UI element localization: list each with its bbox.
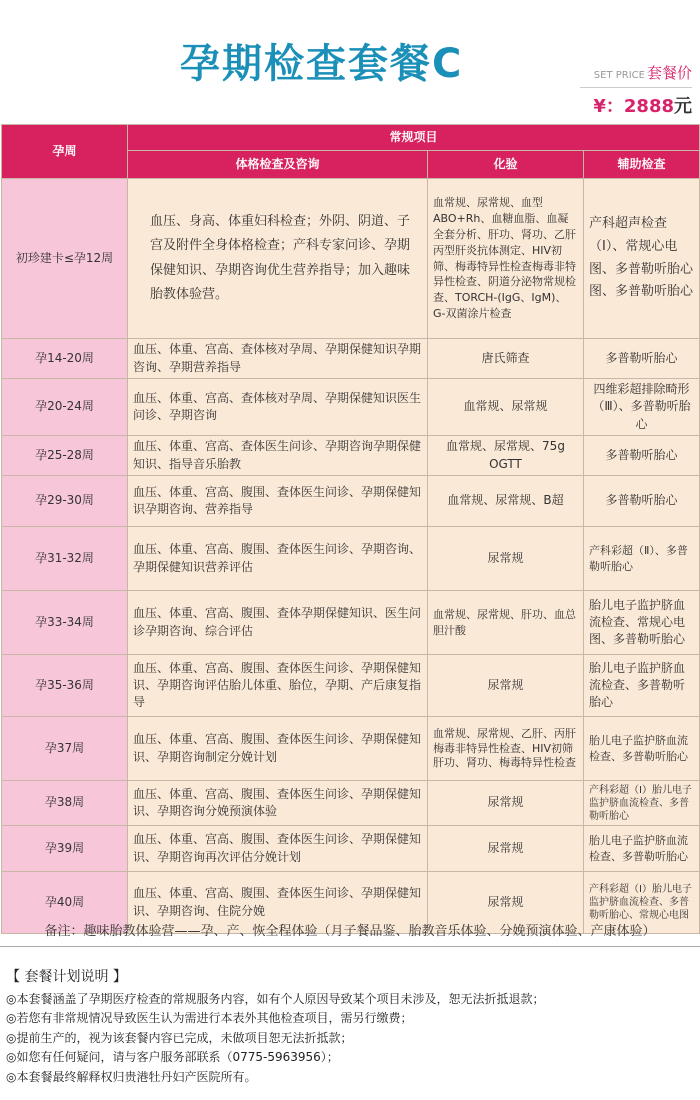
- price-box: [580, 62, 692, 118]
- table-row: [2, 781, 700, 826]
- page-title: 孕期检查套餐C: [180, 41, 464, 87]
- footnote: 备注：趣味胎教体验营——孕、产、恢全程体验（月子餐品鉴、胎教音乐体验、分娩预演体验、产康体验）: [44, 924, 656, 939]
- lab-cell: 尿常规: [428, 872, 584, 934]
- exam-cell: 血压、体重、宫高、腹围、查体医生问诊、孕期保健知识、孕期咨询评估胎儿体重、胎位，孕期、产后康复指导: [128, 655, 428, 717]
- exam-cell: 血压、体重、宫高、查体核对孕周、孕期保健知识医生问诊、孕期咨询: [128, 379, 428, 436]
- exam-cell: 血压、体重、宫高、腹围、查体孕期保健知识、医生问诊孕期咨询、综合评估: [128, 591, 428, 655]
- week-cell: 孕37周: [2, 717, 128, 781]
- week-cell: 孕35-36周: [2, 655, 128, 717]
- table-row: [2, 717, 700, 781]
- table-row: [2, 436, 700, 476]
- exam-cell: 血压、体重、宫高、腹围、查体医生问诊、孕期咨询、孕期保健知识营养评估: [128, 527, 428, 591]
- table-row: [2, 591, 700, 655]
- exam-table: [1, 124, 700, 934]
- week-cell: 孕20-24周: [2, 379, 128, 436]
- lab-cell: 血常规、尿常规、75g OGTT: [428, 436, 584, 476]
- divider: [0, 946, 700, 947]
- price-divider: [580, 87, 692, 88]
- table-row: [2, 527, 700, 591]
- lab-cell: 血常规、尿常规、B超: [428, 476, 584, 527]
- aux-cell: 多普勒听胎心: [584, 436, 700, 476]
- aux-cell: 产科超声检查（Ⅰ）、常规心电图、多普勒听胎心图、多普勒听胎心: [584, 179, 700, 339]
- price-unit: 元: [674, 96, 692, 117]
- aux-cell: 四维彩超排除畸形（Ⅲ）、多普勒听胎心: [584, 379, 700, 436]
- price-value: [580, 92, 692, 118]
- price-label: [580, 62, 692, 83]
- aux-cell: 产科彩超（Ⅰ）胎儿电子监护脐血流检查、多普勒听胎心: [584, 781, 700, 826]
- plan-item: ◎提前生产的，视为该套餐内容已完成，未做项目恕无法折抵款；: [6, 1030, 353, 1045]
- lab-cell: 尿常规: [428, 655, 584, 717]
- exam-cell: 血压、体重、宫高、腹围、查体医生问诊、孕期保健知识、孕期咨询分娩预演体验: [128, 781, 428, 826]
- week-cell: 孕14-20周: [2, 339, 128, 379]
- table-row: [2, 476, 700, 527]
- aux-cell: 胎儿电子监护脐血流检查、多普勒听胎心: [584, 826, 700, 872]
- aux-cell: 产科彩超（Ⅱ）、多普勒听胎心: [584, 527, 700, 591]
- header-exam: 体格检查及咨询: [128, 151, 428, 179]
- exam-cell: 血压、体重、宫高、腹围、查体医生问诊、孕期保健知识、孕期咨询、住院分娩: [128, 872, 428, 934]
- week-cell: 孕25-28周: [2, 436, 128, 476]
- price-symbol: ¥：: [593, 96, 624, 117]
- exam-cell: 血压、体重、宫高、腹围、查体医生问诊、孕期保健知识孕期咨询、营养指导: [128, 476, 428, 527]
- lab-cell: 血常规、尿常规、肝功、血总胆汁酸: [428, 591, 584, 655]
- aux-cell: 胎儿电子监护脐血流检查、常规心电图、多普勒听胎心: [584, 591, 700, 655]
- week-cell: 孕31-32周: [2, 527, 128, 591]
- header-group: 常规项目: [128, 125, 700, 151]
- aux-cell: 产科彩超（Ⅰ）胎儿电子监护脐血流检查、多普勒听胎心、常规心电图: [584, 872, 700, 934]
- plan-section: [6, 968, 544, 1087]
- week-cell: 孕33-34周: [2, 591, 128, 655]
- table-row: [2, 826, 700, 872]
- aux-cell: 胎儿电子监护脐血流检查、多普勒听胎心: [584, 717, 700, 781]
- week-cell: 孕40周: [2, 872, 128, 934]
- aux-cell: 多普勒听胎心: [584, 476, 700, 527]
- exam-cell: 血压、体重、宫高、查体医生问诊、孕期咨询孕期保健知识、指导音乐胎教: [128, 436, 428, 476]
- header-lab: 化验: [428, 151, 584, 179]
- lab-cell: 血常规、尿常规: [428, 379, 584, 436]
- lab-cell: 尿常规: [428, 527, 584, 591]
- lab-cell: 血常规、尿常规、乙肝、丙肝梅毒非特异性检查、HIV初筛肝功、肾功、梅毒特异性检查: [428, 717, 584, 781]
- price-label-en: SET PRICE: [593, 70, 645, 81]
- plan-item: ◎若您有非常规情况导致医生认为需进行本表外其他检查项目，需另行缴费；: [6, 1011, 413, 1025]
- table-row: [2, 179, 700, 339]
- price-label-cn: 套餐价: [646, 64, 692, 82]
- aux-cell: 多普勒听胎心: [584, 339, 700, 379]
- plan-item: ◎如您有任何疑问，请与客户服务部联系（0775-5963956）；: [6, 1050, 339, 1064]
- week-cell: 孕39周: [2, 826, 128, 872]
- plan-item: ◎本套餐涵盖了孕期医疗检查的常规服务内容，如有个人原因导致某个项目未涉及，恕无法折抵退款；: [6, 991, 545, 1006]
- exam-cell: 血压、身高、体重妇科检查；外阴、阴道、子宫及附件全身体格检查；产科专家问诊、孕期保健知识、孕期咨询优生营养指导；加入趣味胎教体验营。: [128, 179, 428, 339]
- table-row: [2, 339, 700, 379]
- lab-cell: 尿常规: [428, 826, 584, 872]
- week-cell: 孕29-30周: [2, 476, 128, 527]
- lab-cell: 唐氏筛查: [428, 339, 584, 379]
- lab-cell: 血常规、尿常规、血型ABO+Rh、血糖血脂、血凝全套分析、肝功、肾功、乙肝丙型肝炎抗体测定、HIV初筛、梅毒特异性检查梅毒非特异性检查、阴道分泌物常规检查、TORCH-(IgG、IgM)、G-双菌涂片检查: [428, 179, 584, 339]
- lab-cell: 尿常规: [428, 781, 584, 826]
- exam-cell: 血压、体重、宫高、腹围、查体医生问诊、孕期保健知识、孕期咨询再次评估分娩计划: [128, 826, 428, 872]
- price-amount: 2888: [623, 96, 674, 117]
- plan-item: ◎本套餐最终解释权归贵港牡丹妇产医院所有。: [6, 1069, 257, 1084]
- week-cell: 初珍建卡≤孕12周: [2, 179, 128, 339]
- plan-heading: 【 套餐计划说明 】: [6, 969, 127, 985]
- exam-cell: 血压、体重、宫高、腹围、查体医生问诊、孕期保健知识、孕期咨询制定分娩计划: [128, 717, 428, 781]
- exam-cell: 血压、体重、宫高、查体核对孕周、孕期保健知识孕期咨询、孕期营养指导: [128, 339, 428, 379]
- header-week: 孕周: [2, 125, 128, 179]
- table-row: [2, 379, 700, 436]
- week-cell: 孕38周: [2, 781, 128, 826]
- aux-cell: 胎儿电子监护脐血流检查、多普勒听胎心: [584, 655, 700, 717]
- table-row: [2, 655, 700, 717]
- header-aux: 辅助检查: [584, 151, 700, 179]
